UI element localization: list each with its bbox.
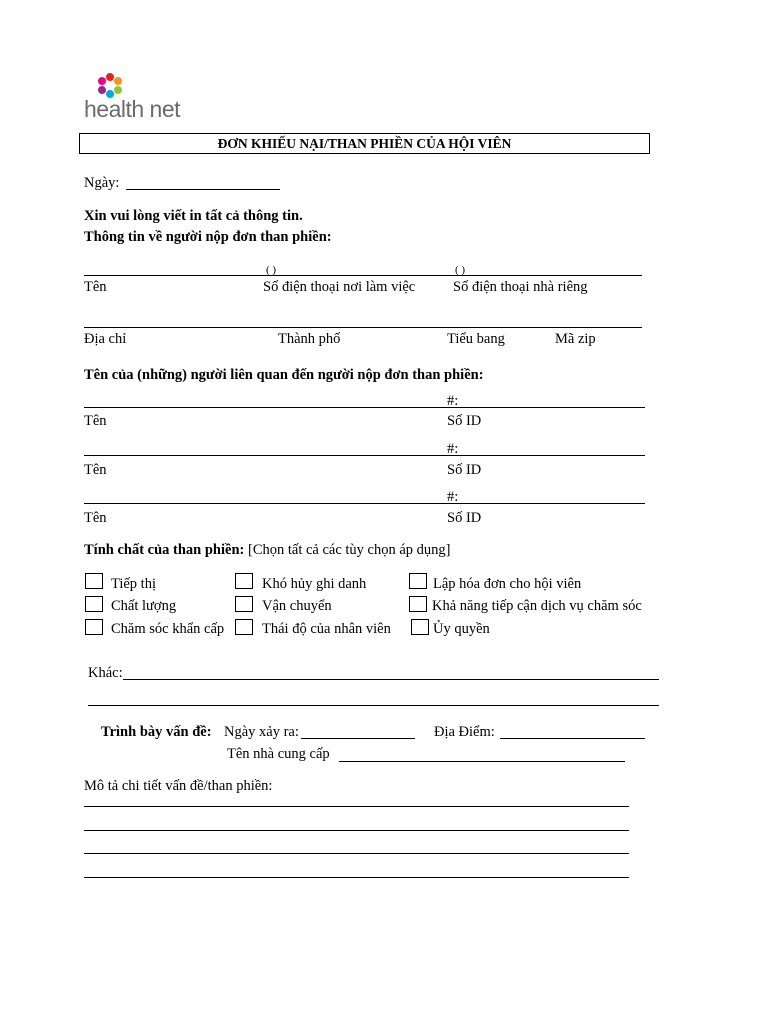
- work-phone-parens: ( ): [266, 264, 277, 276]
- address-field[interactable]: [84, 327, 642, 328]
- complainant-heading: Thông tin về người nộp đơn than phiền:: [84, 229, 332, 245]
- home-phone-parens: ( ): [455, 264, 466, 276]
- checkbox-urgent-care[interactable]: [85, 619, 103, 635]
- related-name-label: Tên: [84, 510, 107, 526]
- nature-heading: [84, 542, 451, 559]
- related-name-label: Tên: [84, 462, 107, 478]
- logo-wordmark: health net: [84, 96, 181, 122]
- location-label: Địa Điểm:: [434, 724, 495, 740]
- id-hash-label: #:: [447, 393, 459, 409]
- related-persons-heading: Tên của (những) người liên quan đến người nộp đơn than phiền:: [84, 367, 484, 383]
- checkbox-access-to-care[interactable]: [409, 596, 427, 612]
- city-label: Thành phố: [278, 331, 341, 347]
- work-phone-label: Số điện thoại nơi làm việc: [263, 279, 416, 295]
- related-name-label: Tên: [84, 413, 107, 429]
- option-label: Tiếp thị: [111, 576, 156, 592]
- other-field-line-2[interactable]: [88, 705, 659, 706]
- id-hash-label: #:: [447, 489, 459, 505]
- checkbox-billing[interactable]: [409, 573, 427, 589]
- description-label: Mô tả chi tiết vấn đề/than phiền:: [84, 778, 273, 794]
- option-label: Chất lượng: [111, 598, 177, 614]
- state-label: Tiểu bang: [447, 331, 505, 347]
- nature-heading-bold: Tính chất của than phiền:: [84, 542, 245, 558]
- id-hash-label: #:: [447, 441, 459, 457]
- description-line[interactable]: [84, 877, 629, 878]
- description-line[interactable]: [84, 806, 629, 807]
- option-label: Lập hóa đơn cho hội viên: [433, 576, 582, 592]
- incident-date-field[interactable]: [301, 738, 415, 739]
- date-label: Ngày:: [84, 175, 120, 191]
- date-field[interactable]: [126, 189, 280, 190]
- complainant-info-field[interactable]: [84, 275, 642, 276]
- health-net-logo: [84, 72, 204, 122]
- related-person-field[interactable]: [84, 455, 645, 456]
- zip-label: Mã zip: [555, 331, 596, 347]
- checkbox-transportation[interactable]: [235, 596, 253, 612]
- option-label: Chăm sóc khẩn cấp: [111, 621, 225, 637]
- checkbox-marketing[interactable]: [85, 573, 103, 589]
- option-label: Vận chuyển: [262, 598, 332, 614]
- problem-heading: Trình bày vấn đề:: [101, 724, 212, 740]
- related-id-label: Số ID: [447, 413, 482, 429]
- related-person-field[interactable]: [84, 503, 645, 504]
- location-field[interactable]: [500, 738, 645, 739]
- other-field[interactable]: [123, 679, 659, 680]
- home-phone-label: Số điện thoại nhà riêng: [453, 279, 588, 295]
- checkbox-authorization[interactable]: [411, 619, 429, 635]
- option-label: Ủy quyền: [433, 621, 490, 637]
- description-line[interactable]: [84, 853, 629, 854]
- related-person-field[interactable]: [84, 407, 645, 408]
- description-line[interactable]: [84, 830, 629, 831]
- provider-field[interactable]: [339, 761, 625, 762]
- option-label: Thái độ của nhân viên: [262, 621, 391, 637]
- other-label: Khác:: [88, 665, 123, 681]
- incident-date-label: Ngày xảy ra:: [224, 724, 299, 740]
- name-label: Tên: [84, 279, 107, 295]
- related-id-label: Số ID: [447, 510, 482, 526]
- option-label: Khó hủy ghi danh: [262, 576, 367, 592]
- instruction-print: Xin vui lòng viết in tất cả thông tin.: [84, 208, 303, 224]
- address-label: Địa chỉ: [84, 331, 127, 347]
- form-title: ĐƠN KHIẾU NẠI/THAN PHIỀN CỦA HỘI VIÊN: [79, 133, 650, 154]
- checkbox-quality[interactable]: [85, 596, 103, 612]
- checkbox-staff-attitude[interactable]: [235, 619, 253, 635]
- nature-heading-instruction: [Chọn tất cả các tùy chọn áp dụng]: [244, 542, 451, 558]
- option-label: Khả năng tiếp cận dịch vụ chăm sóc: [432, 598, 642, 614]
- checkbox-disenrollment[interactable]: [235, 573, 253, 589]
- related-id-label: Số ID: [447, 462, 482, 478]
- provider-label: Tên nhà cung cấp: [227, 746, 330, 762]
